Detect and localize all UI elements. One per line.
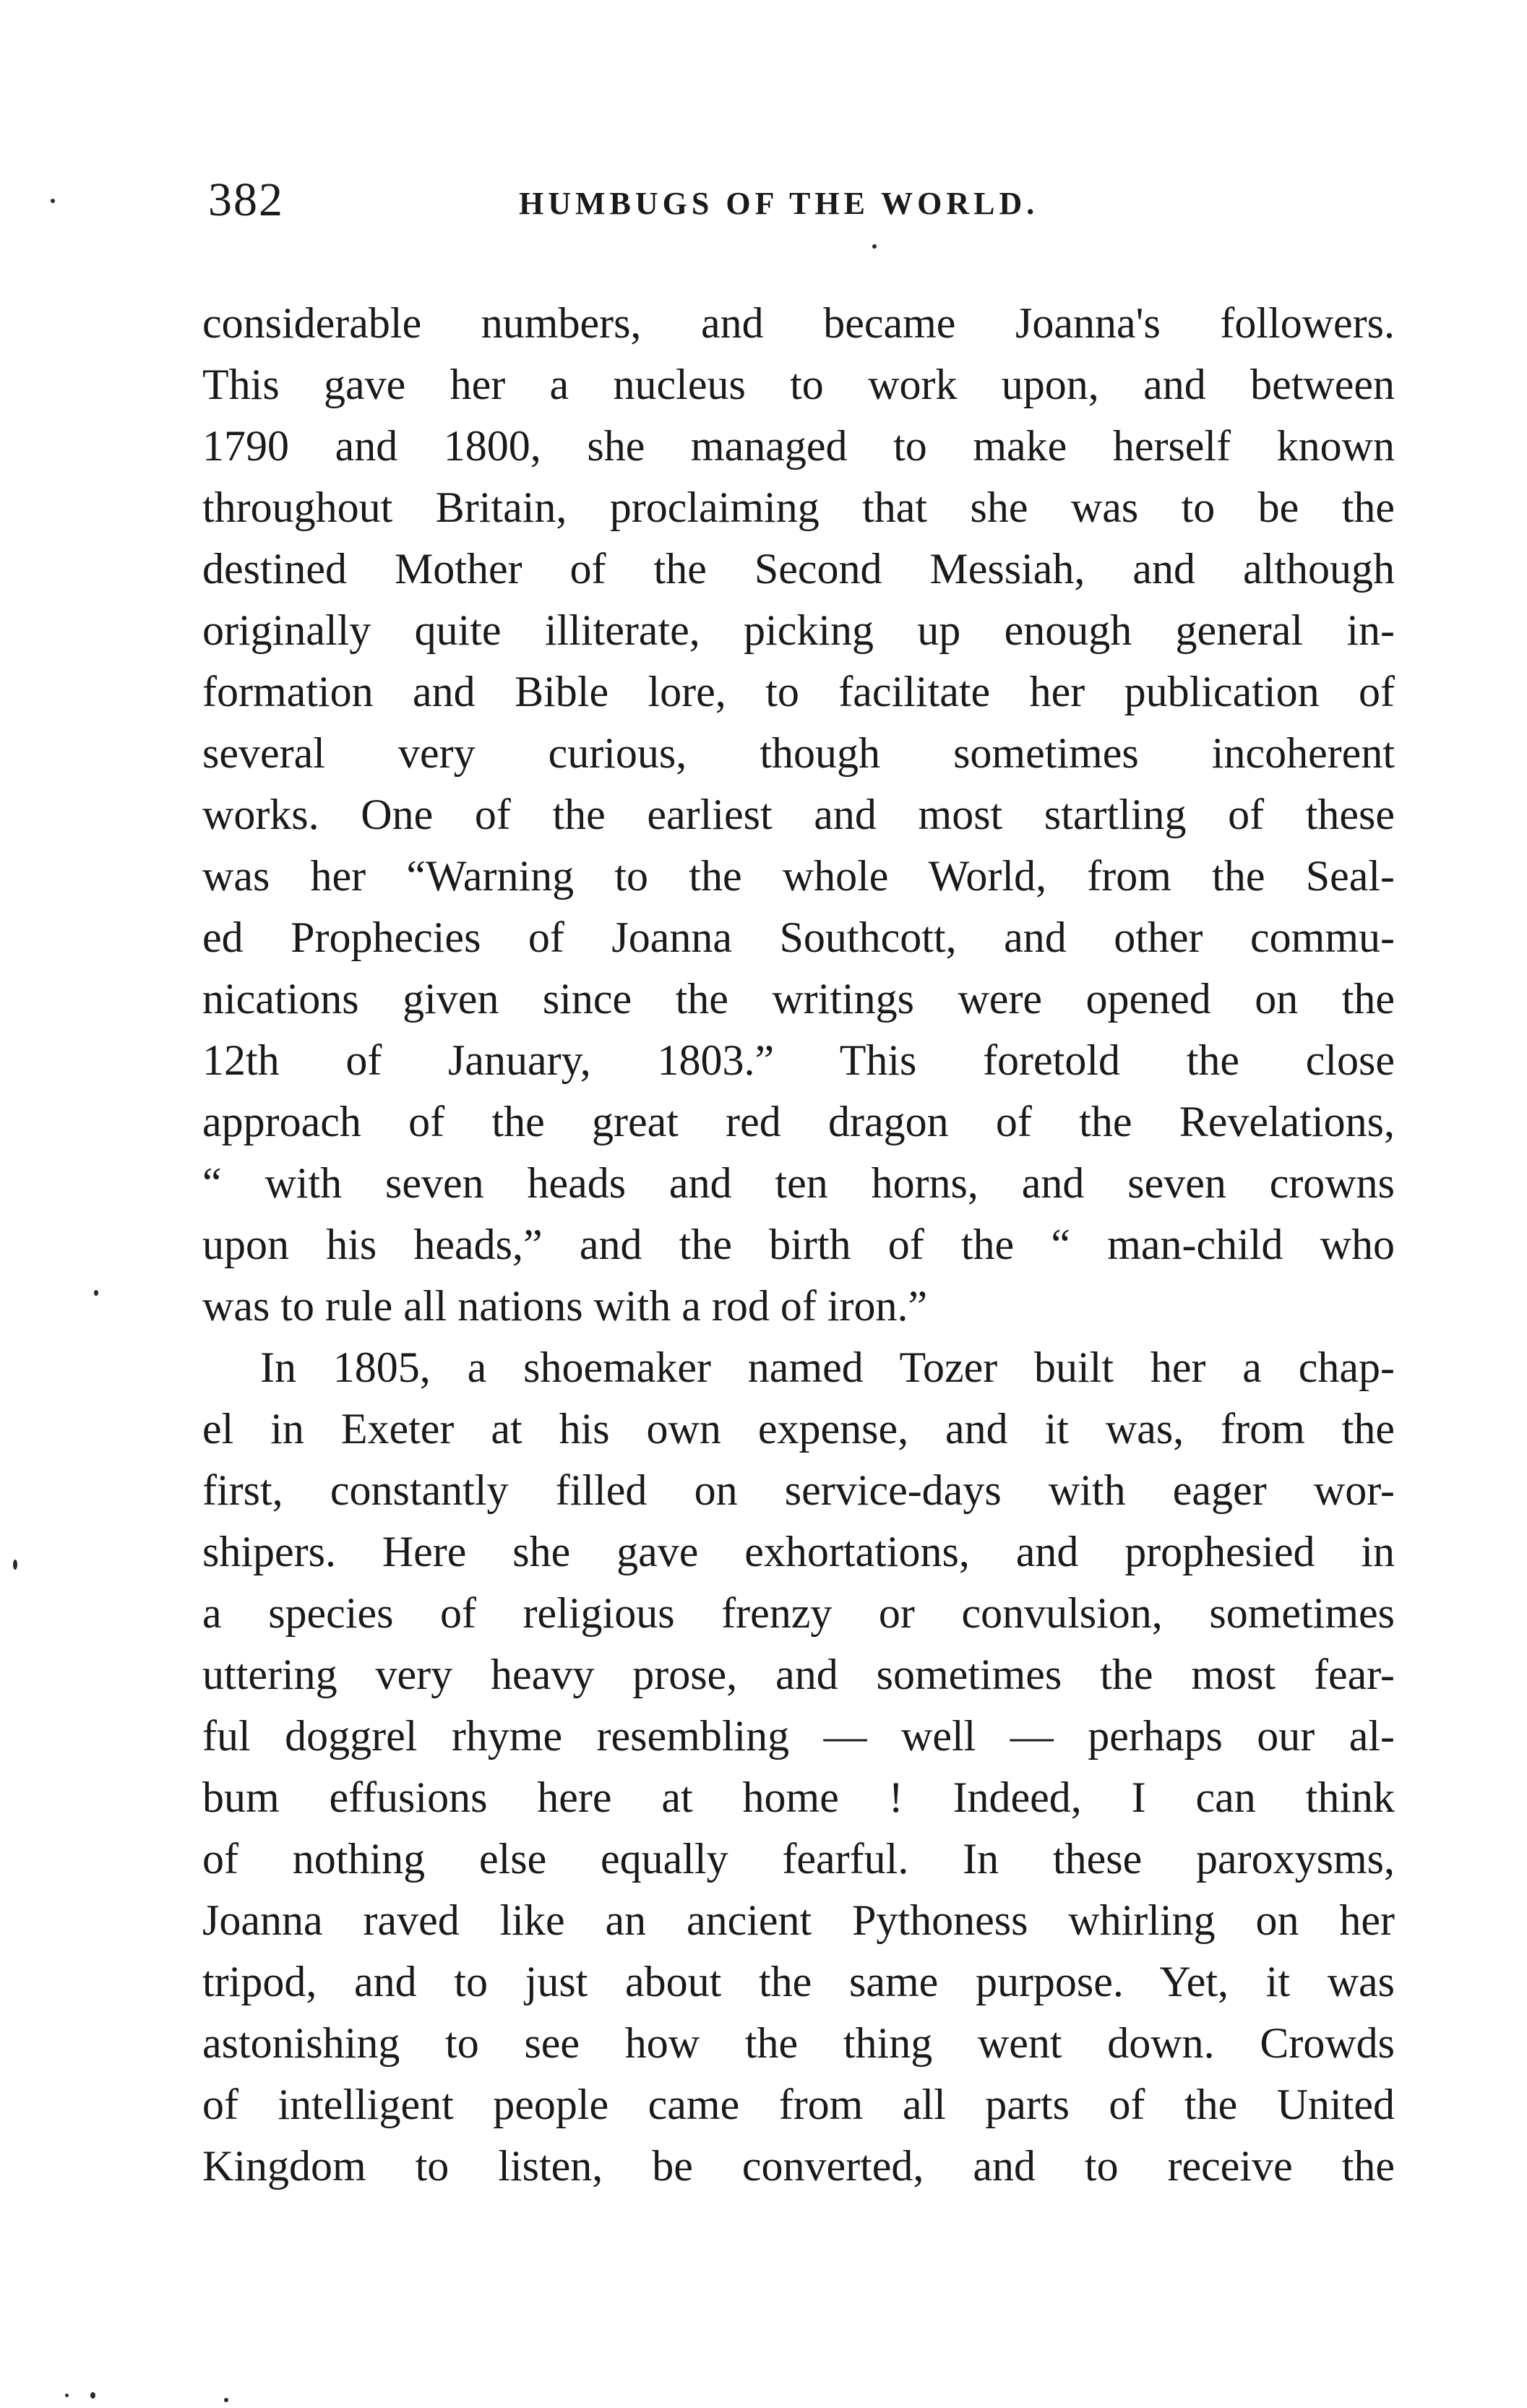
scan-speck <box>51 199 55 203</box>
text-line: ed Prophecies of Joanna Southcott, and other commu- <box>202 913 1395 961</box>
text-line: ful doggrel rhyme resembling — well — perhaps our al- <box>202 1712 1395 1760</box>
text-line: was to rule all nations with a rod of iron.” <box>202 1282 928 1330</box>
text-line: was her “Warning to the whole World, from the Seal- <box>202 852 1395 900</box>
text-line: several very curious, though sometimes incoherent <box>202 729 1395 777</box>
text-line: upon his heads,” and the birth of the “ man-child who <box>202 1221 1395 1268</box>
scan-speck <box>94 1290 98 1296</box>
text-line: of intelligent people came from all parts of the United <box>202 2081 1395 2128</box>
scan-speck <box>872 244 877 249</box>
text-line: originally quite illiterate, picking up enough general in- <box>202 606 1395 654</box>
text-line: uttering very heavy prose, and sometimes the most fear- <box>202 1651 1395 1698</box>
text-line: 1790 and 1800, she managed to make herself known <box>202 422 1395 470</box>
page-header <box>208 168 1401 233</box>
text-line: of nothing else equally fearful. In these paroxysms, <box>202 1835 1395 1883</box>
text-line: 12th of January, 1803.” This foretold the close <box>202 1036 1395 1084</box>
text-line: This gave her a nucleus to work upon, and between <box>202 361 1395 408</box>
text-line: shipers. Here she gave exhortations, and prophesied in <box>202 1528 1395 1575</box>
text-line: formation and Bible lore, to facilitate her publication of <box>202 668 1395 715</box>
text-line: astonishing to see how the thing went down. Crowds <box>202 2019 1395 2067</box>
text-line: bum effusions here at home ! Indeed, I can think <box>202 1773 1395 1821</box>
text-line: nications given since the writings were opened on the <box>202 975 1395 1023</box>
text-line: a species of religious frenzy or convulsion, sometimes <box>202 1589 1395 1637</box>
scan-speck <box>13 1560 17 1570</box>
text-line: el in Exeter at his own expense, and it was, from the <box>202 1405 1395 1453</box>
body-text <box>202 293 1395 2197</box>
text-line: Joanna raved like an ancient Pythoness whirling on her <box>202 1896 1395 1944</box>
text-line: works. One of the earliest and most startling of these <box>202 791 1395 838</box>
text-line: throughout Britain, proclaiming that she was to be the <box>202 483 1395 531</box>
text-line: first, constantly filled on service-days with eager wor- <box>202 1466 1395 1514</box>
running-title: HUMBUGS OF THE WORLD. <box>519 186 1039 221</box>
text-line: “ with seven heads and ten horns, and seven crowns <box>202 1159 1395 1207</box>
text-line: destined Mother of the Second Messiah, and although <box>202 545 1395 593</box>
text-line: Kingdom to listen, be converted, and to receive the <box>202 2142 1395 2190</box>
page-number: 382 <box>208 173 284 226</box>
scan-speck <box>224 2398 228 2402</box>
scan-speck <box>90 2392 95 2399</box>
text-line: In 1805, a shoemaker named Tozer built her a chap- <box>260 1343 1395 1391</box>
text-line: tripod, and to just about the same purpose. Yet, it was <box>202 1958 1395 2005</box>
scan-speck <box>65 2394 69 2397</box>
text-line: considerable numbers, and became Joanna's followers. <box>202 299 1395 347</box>
text-line: approach of the great red dragon of the Revelations, <box>202 1098 1395 1145</box>
